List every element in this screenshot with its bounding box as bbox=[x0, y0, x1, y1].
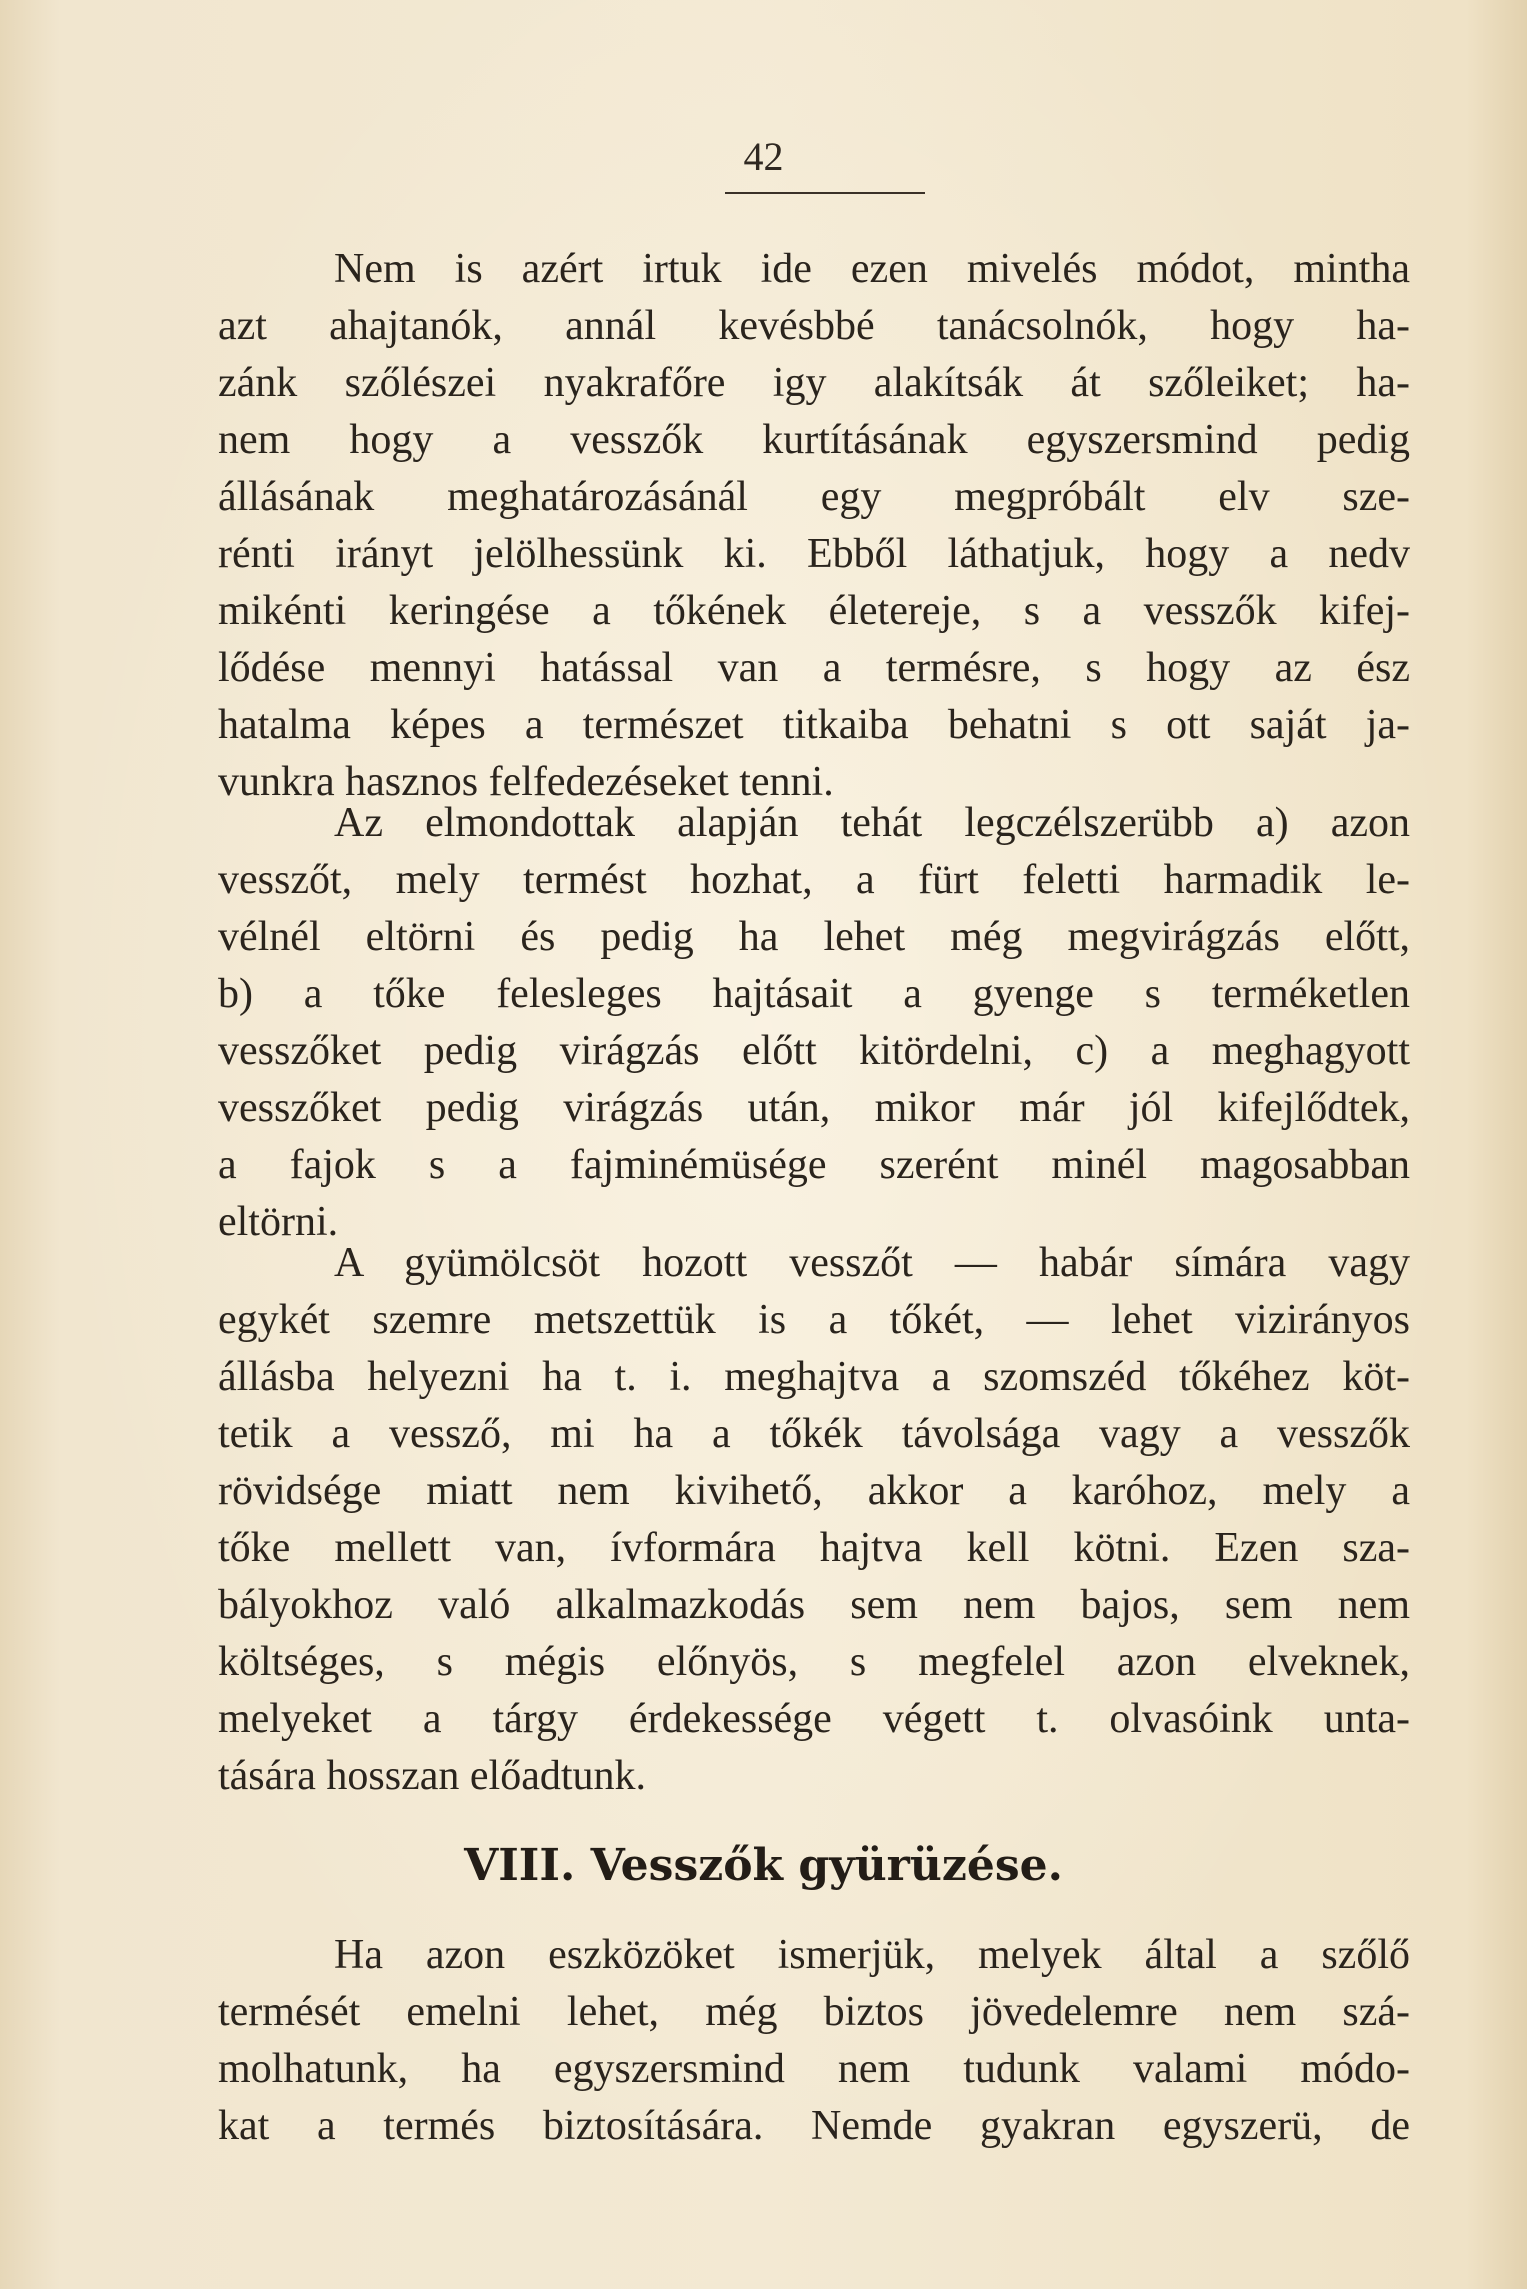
text-line: tetik a vessző, mi ha a tőkék távolsága vagy a vesszők bbox=[218, 1411, 1410, 1457]
text-line: rénti irányt jelölhessünk ki. Ebből láthatjuk, hogy a nedv bbox=[218, 531, 1410, 577]
text-line: költséges, s mégis előnyös, s megfelel azon elveknek, bbox=[218, 1639, 1410, 1685]
text-line: rövidsége miatt nem kivihető, akkor a karóhoz, mely a bbox=[218, 1468, 1410, 1514]
text-line: Ha azon eszközöket ismerjük, melyek által a szőlő bbox=[334, 1932, 1410, 1978]
text-line: egykét szemre metszettük is a tőkét, — lehet vizirányos bbox=[218, 1297, 1410, 1343]
text-line: lődése mennyi hatással van a termésre, s hogy az ész bbox=[218, 645, 1410, 691]
text-line: vélnél eltörni és pedig ha lehet még megvirágzás előtt, bbox=[218, 914, 1410, 960]
text-line: tőke mellett van, ívformára hajtva kell kötni. Ezen sza- bbox=[218, 1525, 1410, 1571]
text-line: vesszőket pedig virágzás előtt kitördelni, c) a meghagyott bbox=[218, 1028, 1410, 1074]
text-line: Nem is azért irtuk ide ezen mivelés módot, mintha bbox=[334, 246, 1410, 292]
text-line: vesszőket pedig virágzás után, mikor már jól kifejlődtek, bbox=[218, 1085, 1410, 1131]
text-line: nem hogy a vesszők kurtításának egyszersmind pedig bbox=[218, 417, 1410, 463]
section-heading: VIII. Vesszők gyürüzése. bbox=[464, 1840, 1063, 1891]
text-line: állásba helyezni ha t. i. meghajtva a szomszéd tőkéhez köt- bbox=[218, 1354, 1410, 1400]
text-line: vesszőt, mely termést hozhat, a fürt feletti harmadik le- bbox=[218, 857, 1410, 903]
text-line: mikénti keringése a tőkének életereje, s a vesszők kifej- bbox=[218, 588, 1410, 634]
text-line: kat a termés biztosítására. Nemde gyakran egyszerü, de bbox=[218, 2103, 1410, 2149]
text-line: azt ahajtanók, annál kevésbbé tanácsolnók, hogy ha- bbox=[218, 303, 1410, 349]
text-line: molhatunk, ha egyszersmind nem tudunk valami módo- bbox=[218, 2046, 1410, 2092]
text-line: eltörni. bbox=[218, 1199, 339, 1245]
text-line: vunkra hasznos felfedezéseket tenni. bbox=[218, 759, 834, 805]
text-line: hatalma képes a természet titkaiba behatni s ott saját ja- bbox=[218, 702, 1410, 748]
text-line: A gyümölcsöt hozott vesszőt — habár símára vagy bbox=[334, 1240, 1410, 1286]
text-line: bályokhoz való alkalmazkodás sem nem bajos, sem nem bbox=[218, 1582, 1410, 1628]
text-line: Az elmondottak alapján tehát legczélszerübb a) azon bbox=[334, 800, 1410, 846]
text-line: termését emelni lehet, még biztos jövedelemre nem szá- bbox=[218, 1989, 1410, 2035]
text-line: melyeket a tárgy érdekessége végett t. olvasóink unta- bbox=[218, 1696, 1410, 1742]
header-rule bbox=[725, 192, 925, 194]
text-line: zánk szőlészei nyakrafőre igy alakítsák át szőleiket; ha- bbox=[218, 360, 1410, 406]
text-line: tására hosszan előadtunk. bbox=[218, 1753, 647, 1799]
text-line: a fajok s a fajminémüsége szerént minél magosabban bbox=[218, 1142, 1410, 1188]
page-number: 42 bbox=[743, 134, 784, 179]
text-line: állásának meghatározásánál egy megpróbált elv sze- bbox=[218, 474, 1410, 520]
text-line: b) a tőke felesleges hajtásait a gyenge s terméketlen bbox=[218, 971, 1410, 1017]
